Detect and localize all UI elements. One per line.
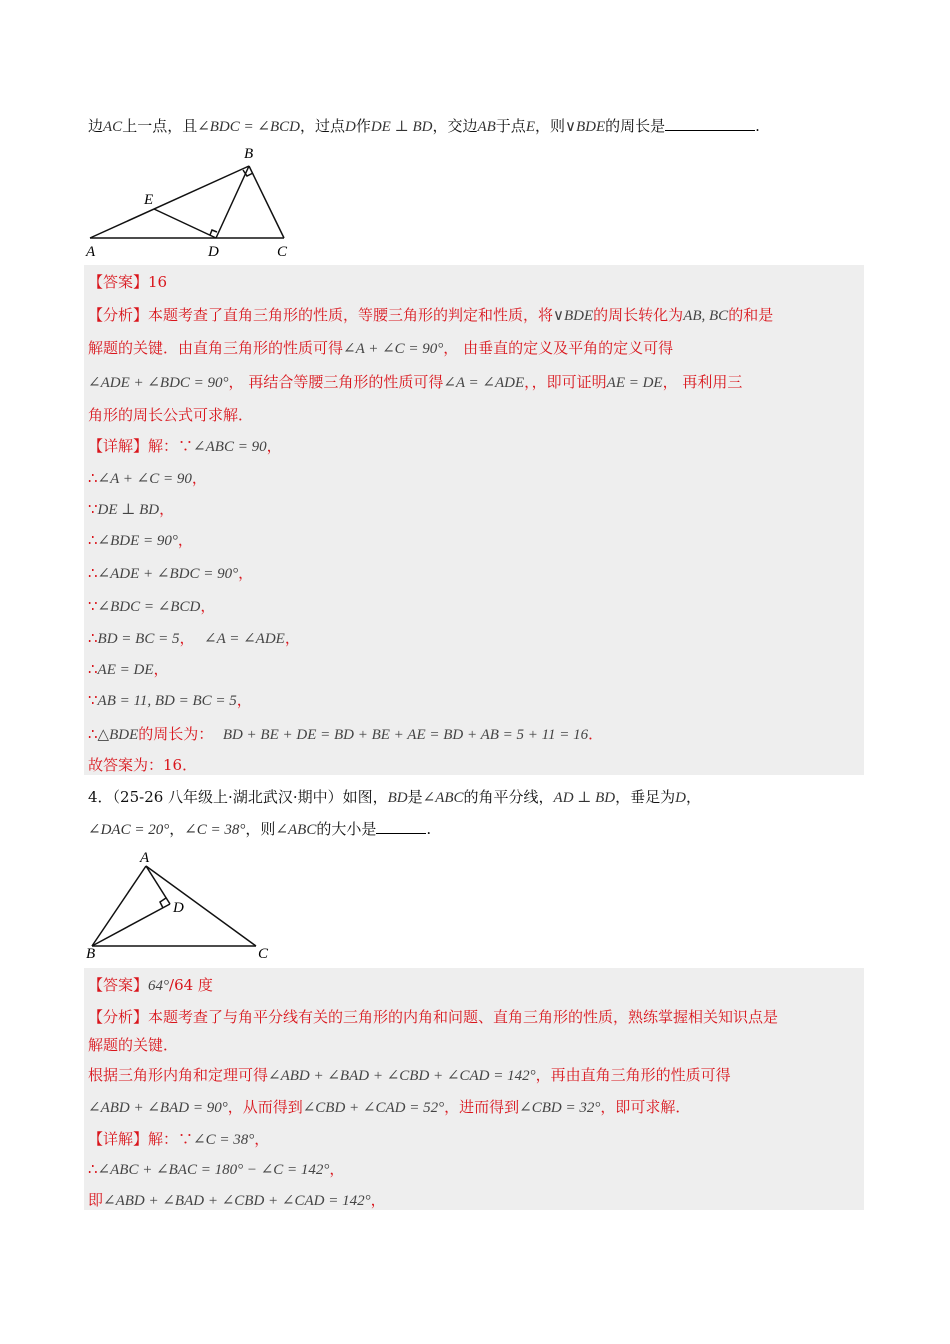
q4-stem-line-1 bbox=[88, 787, 701, 808]
detail-math: ∠ABD + ∠BAD + ∠CBD + ∠CAD = 142° bbox=[103, 1193, 371, 1209]
analysis-text: ，进而得到 bbox=[444, 1098, 520, 1116]
q3-stem-math: E bbox=[525, 119, 535, 135]
answer-value: 16 bbox=[148, 273, 168, 291]
q3-stem-math: AB bbox=[477, 119, 496, 135]
q4-stem-line-2 bbox=[88, 819, 431, 840]
q3-analysis-line-3 bbox=[88, 372, 742, 393]
analysis-text: 本题考查了与角平分线有关的三角形的内角和问题、直角三角形的性质，熟练掌握相关知识点是 bbox=[148, 1008, 779, 1026]
analysis-math: ∠CBD + ∠CAD = 52° bbox=[302, 1100, 445, 1116]
detail-symbol: ∵ bbox=[178, 437, 194, 455]
analysis-math: AE = DE bbox=[606, 375, 663, 391]
q4-stem-math: ∠ABC bbox=[275, 822, 317, 838]
q4-stem-text: ，垂足为 bbox=[615, 788, 676, 806]
q4-triangle-figure bbox=[84, 848, 284, 964]
q3-detail-final bbox=[88, 724, 603, 745]
q3-stem-math: D bbox=[344, 119, 356, 135]
q3-stem-text: 上一点，且 bbox=[122, 117, 198, 135]
q3-detail-line-0 bbox=[88, 436, 282, 457]
detail-math: ∠ADE + ∠BDC = 90° bbox=[97, 566, 239, 582]
answer-tag: 【答案】 bbox=[88, 273, 149, 291]
detail-text: ， bbox=[159, 500, 175, 518]
analysis-tag: 【分析】 bbox=[88, 1008, 149, 1026]
detail-symbol: ∴ bbox=[88, 1160, 98, 1178]
analysis-math: ∠A = ∠ADE bbox=[443, 375, 525, 391]
q4-stem-text: . bbox=[426, 820, 432, 838]
detail-text: 的周长为： bbox=[138, 725, 214, 743]
q3-detail-line-4 bbox=[88, 563, 253, 584]
detail-text: ， bbox=[329, 1160, 345, 1178]
answer-blank[interactable] bbox=[665, 116, 755, 131]
q3-detail-line-5 bbox=[88, 596, 215, 617]
q3-stem-text: ，则 bbox=[534, 117, 565, 135]
detail-text: 解：∵ bbox=[148, 1130, 194, 1148]
detail-symbol: ∵ bbox=[88, 597, 98, 615]
q3-detail-line-8 bbox=[88, 690, 252, 711]
label-b: B bbox=[86, 946, 96, 962]
analysis-text: ， 再结合等腰三角形的性质可得 bbox=[228, 373, 444, 391]
question-number: 4． bbox=[88, 788, 113, 806]
q3-analysis-line-2 bbox=[88, 338, 673, 359]
detail-symbol: ∴ bbox=[88, 531, 98, 549]
q4-stem-text: 是 bbox=[407, 788, 423, 806]
analysis-text: ，从而得到 bbox=[227, 1098, 303, 1116]
analysis-text: 的和是 bbox=[728, 306, 774, 324]
detail-text: ， bbox=[266, 437, 282, 455]
analysis-text: ，，即可证明 bbox=[524, 373, 607, 391]
answer-math: 64° bbox=[148, 978, 170, 994]
analysis-text: 的周长转化为 bbox=[593, 306, 684, 324]
detail-text: ， bbox=[191, 469, 207, 487]
label-a: A bbox=[86, 244, 96, 260]
q3-detail-line-7 bbox=[88, 659, 169, 680]
detail-text: 解： bbox=[148, 437, 179, 455]
label-c: C bbox=[258, 946, 269, 962]
detail-symbol: ∴ bbox=[88, 660, 98, 678]
q3-stem-text: ，交边 bbox=[432, 117, 478, 135]
q4-analysis-line-1 bbox=[88, 1007, 778, 1027]
analysis-text: ， 再利用三 bbox=[662, 373, 743, 391]
analysis-math: ∨BDE bbox=[553, 308, 594, 324]
q4-stem-math: ∠ABC bbox=[422, 790, 464, 806]
detail-math: ∠ABC = 90 bbox=[193, 439, 267, 455]
label-d: D bbox=[173, 900, 184, 916]
analysis-math: ∠ABD + ∠BAD = 90° bbox=[88, 1100, 228, 1116]
q3-conclusion bbox=[88, 755, 197, 775]
analysis-math: ∠A + ∠C = 90° bbox=[343, 341, 444, 357]
q4-analysis-line-4 bbox=[88, 1097, 690, 1118]
analysis-math: ∠CBD = 32° bbox=[519, 1100, 601, 1116]
segment-ed bbox=[154, 209, 216, 238]
segment-ab bbox=[90, 166, 249, 238]
answer-tag: 【答案】 bbox=[88, 976, 149, 994]
q3-stem-text: 的周长是 bbox=[605, 117, 666, 135]
detail-text: ， bbox=[370, 1191, 386, 1209]
q3-stem-text: ，过点 bbox=[299, 117, 345, 135]
analysis-math: ∠ABD + ∠BAD + ∠CBD + ∠CAD = 142° bbox=[268, 1068, 536, 1084]
segment-bc bbox=[249, 166, 284, 238]
q3-stem-text: 作 bbox=[355, 117, 371, 135]
analysis-text: ，即可求解． bbox=[600, 1098, 691, 1116]
detail-text: ， bbox=[238, 564, 254, 582]
detail-text: ． bbox=[588, 725, 604, 743]
q4-analysis-line-2 bbox=[88, 1035, 178, 1055]
detail-text: ， bbox=[200, 597, 216, 615]
analysis-text: ， 由垂直的定义及平角的定义可得 bbox=[443, 339, 674, 357]
q3-stem-math: DE ⊥ BD bbox=[370, 119, 433, 135]
detail-text: ， bbox=[236, 691, 252, 709]
q4-stem-math: BD bbox=[387, 790, 408, 806]
q4-detail-line-3 bbox=[88, 1190, 386, 1211]
q4-stem-text: ， bbox=[169, 820, 185, 838]
q3-stem bbox=[88, 116, 760, 137]
analysis-math: ∠ADE + ∠BDC = 90° bbox=[88, 375, 229, 391]
detail-math: ∠A + ∠C = 90 bbox=[97, 471, 192, 487]
q3-triangle-figure bbox=[84, 144, 304, 260]
q4-stem-math: D bbox=[675, 790, 687, 806]
analysis-text: 解题的关键．由直角三角形的性质可得 bbox=[88, 339, 344, 357]
label-d: D bbox=[208, 244, 219, 260]
q4-stem-text: 的角平分线， bbox=[463, 788, 554, 806]
q4-stem-math: ∠DAC = 20° bbox=[88, 822, 170, 838]
detail-text: ， bbox=[153, 660, 169, 678]
detail-math: ∠BDC = ∠BCD bbox=[97, 599, 201, 615]
q3-stem-text: . bbox=[755, 117, 760, 135]
right-angle-mark-d bbox=[210, 230, 217, 235]
detail-symbol: ∴ bbox=[88, 469, 98, 487]
detail-symbol: ∵ bbox=[88, 691, 98, 709]
label-c: C bbox=[277, 244, 288, 260]
q4-detail-line-2 bbox=[88, 1159, 344, 1180]
q4-stem-text: ， bbox=[686, 788, 702, 806]
q4-answer bbox=[88, 975, 213, 996]
q4-stem-math: AD ⊥ BD bbox=[553, 790, 616, 806]
detail-math: ∠BDE = 90° bbox=[97, 533, 178, 549]
answer-value: /64 度 bbox=[169, 976, 213, 994]
detail-math: AE = DE bbox=[97, 662, 154, 678]
q3-analysis-line-4 bbox=[88, 405, 253, 425]
detail-symbol: ∵ bbox=[88, 500, 98, 518]
detail-math: AB = 11, BD = BC = 5 bbox=[97, 693, 237, 709]
conclusion-text: 故答案为：16． bbox=[88, 756, 198, 774]
q4-detail-line-1 bbox=[88, 1129, 269, 1150]
detail-symbol: ∴ bbox=[88, 725, 98, 743]
segment-bd bbox=[92, 904, 170, 946]
q4-stem-text: ，则 bbox=[245, 820, 276, 838]
detail-text: ， bbox=[179, 629, 195, 647]
detail-symbol: ∴ bbox=[88, 564, 98, 582]
segment-bd bbox=[216, 166, 249, 238]
q4-analysis-line-3 bbox=[88, 1065, 731, 1086]
detail-symbol: 即 bbox=[88, 1191, 104, 1209]
detail-text: ， bbox=[177, 531, 193, 549]
q3-answer bbox=[88, 272, 167, 292]
label-a: A bbox=[140, 850, 150, 866]
detail-math: △BDE bbox=[97, 727, 139, 743]
segment-ad bbox=[146, 866, 170, 904]
label-b: B bbox=[244, 146, 254, 162]
q3-stem-math: ∠BDC = ∠BCD bbox=[197, 119, 300, 135]
q3-stem-text: 边 bbox=[88, 117, 104, 135]
detail-math: BD = BC = 5 bbox=[97, 631, 180, 647]
segment-ab bbox=[92, 866, 146, 946]
q4-stem-math: ∠C = 38° bbox=[184, 822, 246, 838]
q4-stem-text: 的大小是 bbox=[316, 820, 377, 838]
q3-detail-line-2 bbox=[88, 499, 174, 520]
detail-tag: 【详解】 bbox=[88, 437, 149, 455]
q3-analysis-line-1 bbox=[88, 305, 773, 326]
detail-symbol: ∴ bbox=[88, 629, 98, 647]
analysis-tag: 【分析】 bbox=[88, 306, 149, 324]
answer-blank[interactable] bbox=[376, 819, 426, 834]
detail-text: ， bbox=[284, 629, 300, 647]
detail-tag: 【详解】 bbox=[88, 1130, 149, 1148]
detail-math: DE ⊥ BD bbox=[97, 502, 160, 518]
detail-math: ∠C = 38° bbox=[193, 1132, 255, 1148]
q3-stem-text: 于点 bbox=[495, 117, 526, 135]
detail-math: ∠A = ∠ADE bbox=[204, 631, 285, 647]
analysis-math: AB, BC bbox=[683, 308, 729, 324]
q3-detail-line-6 bbox=[88, 628, 300, 649]
q3-detail-line-3 bbox=[88, 530, 193, 551]
detail-math: BD + BE + DE = BD + BE + AE = BD + AB = 5 + 11 = 16 bbox=[222, 727, 589, 743]
q3-stem-math: AC bbox=[103, 119, 123, 135]
analysis-text: 本题考查了直角三角形的性质，等腰三角形的判定和性质，将 bbox=[148, 306, 554, 324]
analysis-text: 根据三角形内角和定理可得 bbox=[88, 1066, 269, 1084]
question-source: （25-26 八年级上·湖北武汉·期中）如图， bbox=[112, 788, 388, 806]
q3-stem-math: ∨BDE bbox=[565, 119, 606, 135]
label-e: E bbox=[144, 192, 154, 208]
q3-detail-line-1 bbox=[88, 468, 207, 489]
analysis-text: 解题的关键． bbox=[88, 1036, 179, 1054]
detail-text: ， bbox=[254, 1130, 270, 1148]
analysis-text: ，再由直角三角形的性质可得 bbox=[535, 1066, 731, 1084]
analysis-text: 角形的周长公式可求解． bbox=[88, 406, 254, 424]
detail-math: ∠ABC + ∠BAC = 180° − ∠C = 142° bbox=[97, 1162, 330, 1178]
